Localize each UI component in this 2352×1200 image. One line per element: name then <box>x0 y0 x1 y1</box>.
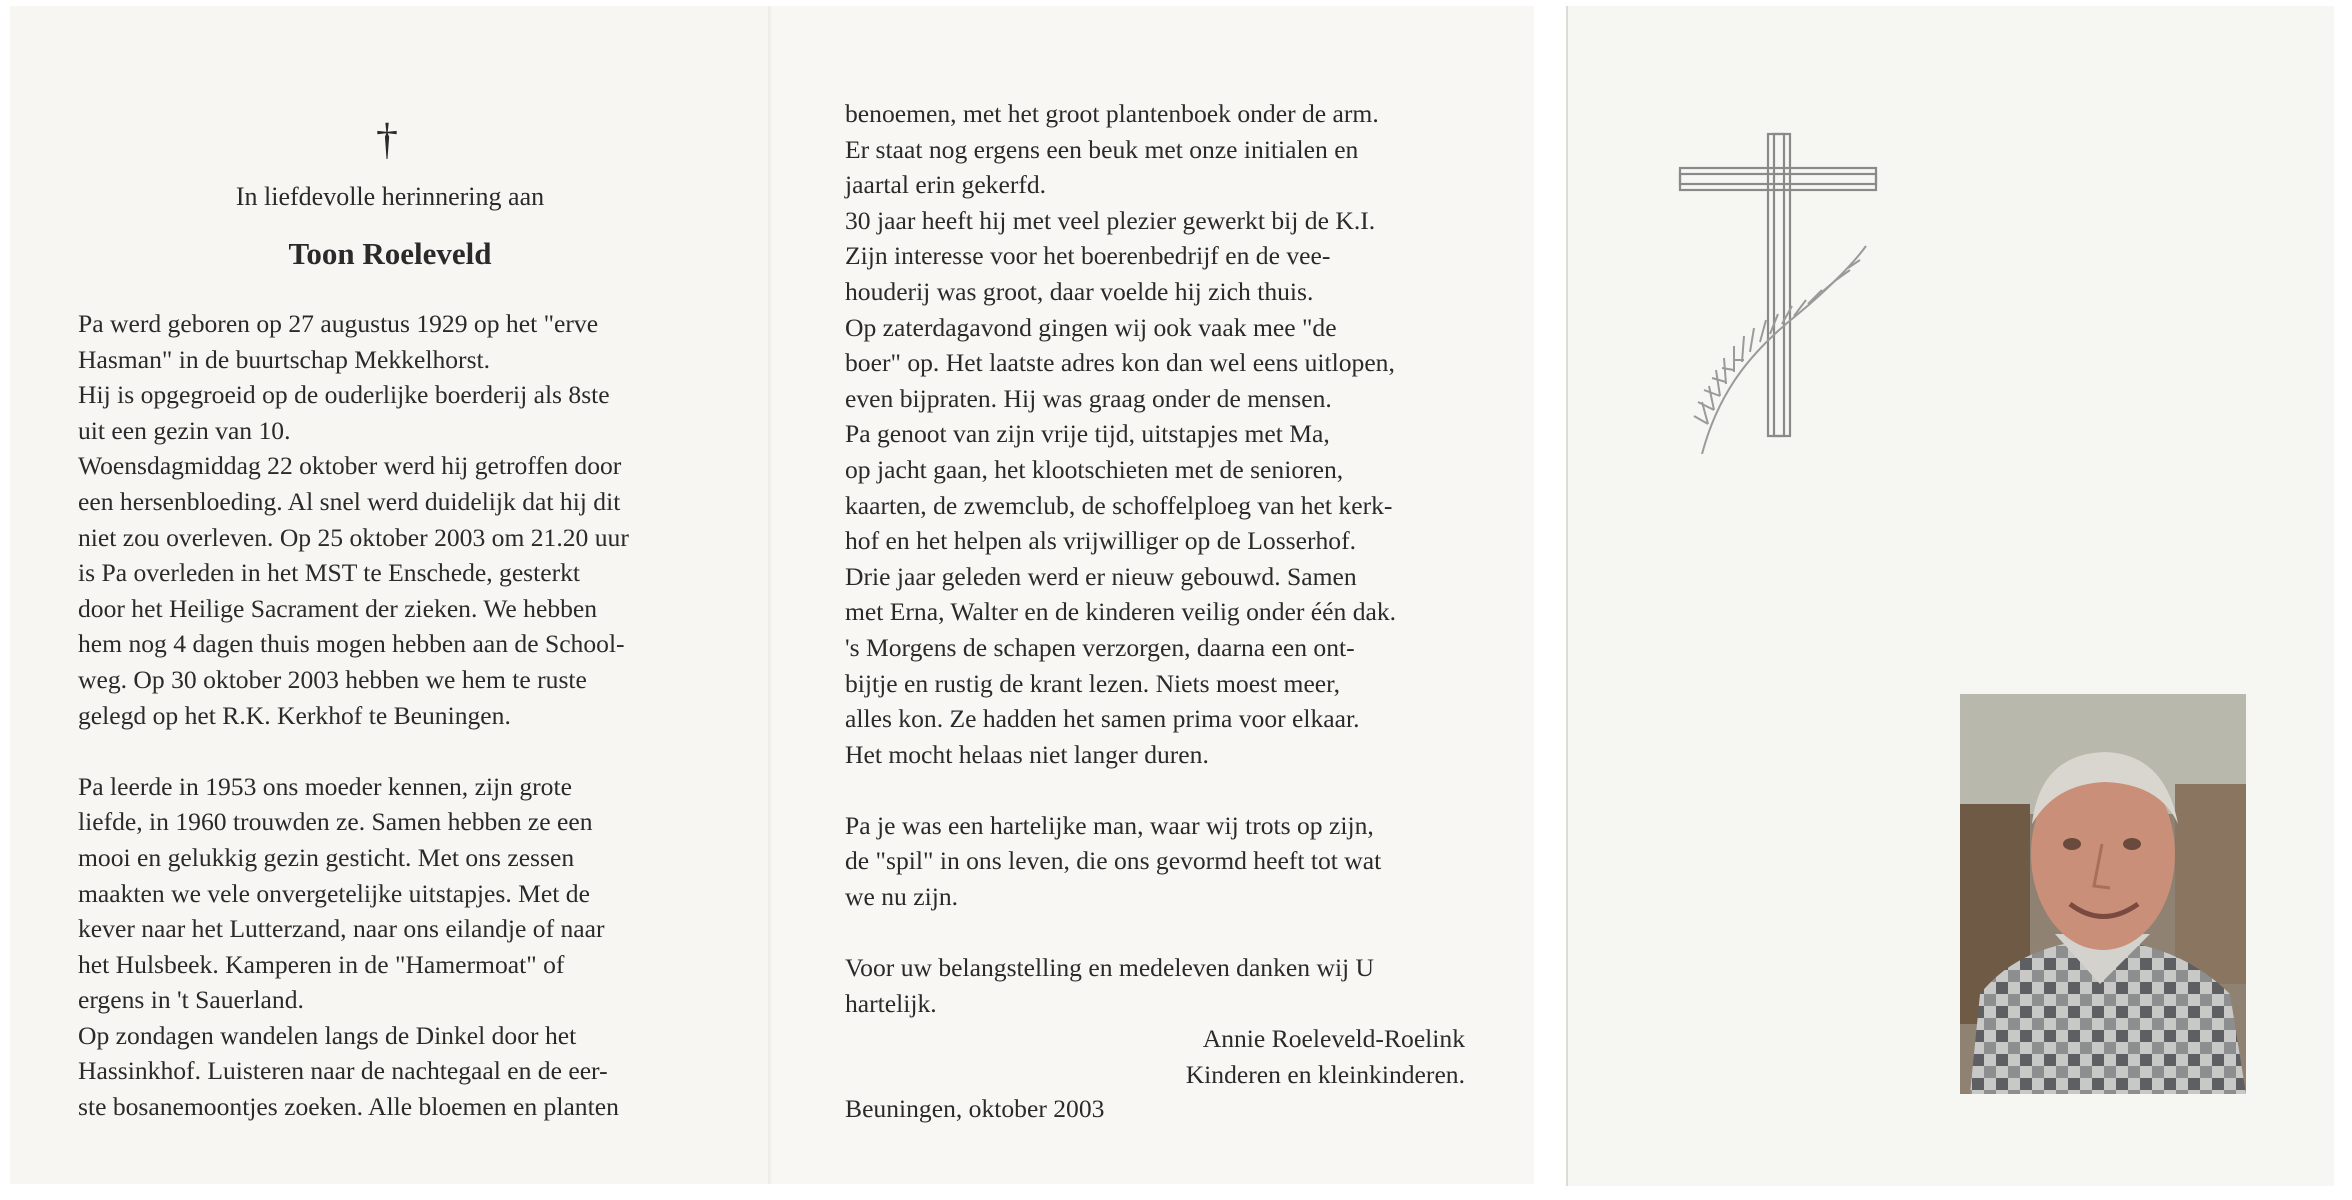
text-line: hartelijk. <box>845 988 937 1018</box>
text-line: Hij is opgegroeid op de ouderlijke boerderij als 8ste <box>78 380 610 410</box>
text-line: even bijpraten. Hij was graag onder de mensen. <box>845 383 1332 413</box>
text-line: Het mocht helaas niet langer duren. <box>845 739 1209 769</box>
text-line: 30 jaar heeft hij met veel plezier gewerkt bij de K.I. <box>845 205 1376 235</box>
text-line: is Pa overleden in het MST te Enschede, gesterkt <box>78 558 581 588</box>
text-line: een hersenbloeding. Al snel werd duidelijk dat hij dit <box>78 486 621 516</box>
text-line: bijtje en rustig de krant lezen. Niets moest meer, <box>845 668 1341 698</box>
cross-icon: † <box>376 115 398 164</box>
text-line: met Erna, Walter en de kinderen veilig onder één dak. <box>845 597 1397 627</box>
text-line: ergens in 't Sauerland. <box>78 985 304 1015</box>
signature-widow: Annie Roeleveld-Roelink <box>1202 1024 1465 1054</box>
text-line: benoemen, met het groot plantenboek onder de arm. <box>845 99 1379 128</box>
text-line: boer" op. Het laatste adres kon dan wel eens uitlopen, <box>845 348 1395 378</box>
text-line: Zijn interesse voor het boerenbedrijf en de vee- <box>845 241 1331 271</box>
text-line: gelegd op het R.K. Kerkhof te Beuningen. <box>78 700 511 730</box>
left-page <box>10 6 770 1184</box>
deceased-name: Toon Roeleveld <box>288 236 492 271</box>
text-line: Op zaterdagavond gingen wij ook vaak mee "de <box>845 312 1337 342</box>
signature-family: Kinderen en kleinkinderen. <box>1185 1060 1465 1090</box>
middle-page <box>772 6 1534 1184</box>
text-line: kaarten, de zwemclub, de schoffelploeg van het kerk- <box>845 490 1393 520</box>
text-line: het Hulsbeek. Kamperen in de "Hamermoat" of <box>78 949 565 979</box>
text-line: Pa genoot van zijn vrije tijd, uitstapjes met Ma, <box>845 419 1330 449</box>
text-line: Op zondagen wandelen langs de Dinkel door het <box>78 1020 577 1050</box>
text-line: Er staat nog ergens een beuk met onze initialen en <box>845 134 1359 164</box>
text-line: Woensdagmiddag 22 oktober werd hij getroffen door <box>78 451 622 481</box>
text-line: Hassinkhof. Luisteren naar de nachtegaal en de eer- <box>78 1056 608 1086</box>
text-line: hem nog 4 dagen thuis mogen hebben aan de School- <box>78 629 625 659</box>
text-line: houderij was groot, daar voelde hij zich thuis. <box>845 276 1314 306</box>
text-line: op jacht gaan, het klootschieten met de senioren, <box>845 454 1344 484</box>
text-line: liefde, in 1960 trouwden ze. Samen hebben ze een <box>78 807 593 837</box>
text-line: hof en het helpen als vrijwilliger op de Losserhof. <box>845 526 1357 556</box>
text-line: Pa je was een hartelijke man, waar wij trots op zijn, <box>845 810 1374 840</box>
text-line: ste bosanemoontjes zoeken. Alle bloemen en planten <box>78 1092 619 1122</box>
text-line: Pa werd geboren op 27 augustus 1929 op het "erve <box>78 309 599 338</box>
text-line: mooi en gelukkig gezin gesticht. Met ons zessen <box>78 842 575 872</box>
biography-column-2 <box>845 96 1465 1093</box>
text-line: niet zou overleven. Op 25 oktober 2003 om 21.20 uur <box>78 522 629 552</box>
portrait-photo-icon <box>1960 694 2246 1094</box>
text-line: weg. Op 30 oktober 2003 hebben we hem te ruste <box>78 664 587 694</box>
text-line: jaartal erin gekerfd. <box>845 170 1047 200</box>
text-line: Drie jaar geleden werd er nieuw gebouwd. Samen <box>845 561 1357 591</box>
intro-text: In liefdevolle herinnering aan <box>235 182 545 211</box>
text-line: Pa leerde in 1953 ons moeder kennen, zijn grote <box>78 771 572 801</box>
place-and-date: Beuningen, oktober 2003 <box>845 1094 1105 1123</box>
cross-with-palm-branch-icon <box>1678 124 1878 454</box>
text-line: maakten we vele onvergetelijke uitstapjes. Met de <box>78 878 590 908</box>
biography-column-1 <box>78 306 710 1125</box>
text-line: we nu zijn. <box>845 882 959 912</box>
text-line: Hasman" in de buurtschap Mekkelhorst. <box>78 344 491 374</box>
text-line: door het Heilige Sacrament der zieken. We hebben <box>78 593 598 623</box>
text-line: uit een gezin van 10. <box>78 415 291 445</box>
text-line: 's Morgens de schapen verzorgen, daarna een ont- <box>845 632 1355 662</box>
cover-page <box>1566 6 2334 1186</box>
text-line: de "spil" in ons leven, die ons gevormd heeft tot wat <box>845 846 1382 876</box>
text-line: kever naar het Lutterzand, naar ons eilandje of naar <box>78 914 605 944</box>
text-line: Voor uw belangstelling en medeleven danken wij U <box>845 953 1375 983</box>
text-line: alles kon. Ze hadden het samen prima voor elkaar. <box>845 704 1360 734</box>
